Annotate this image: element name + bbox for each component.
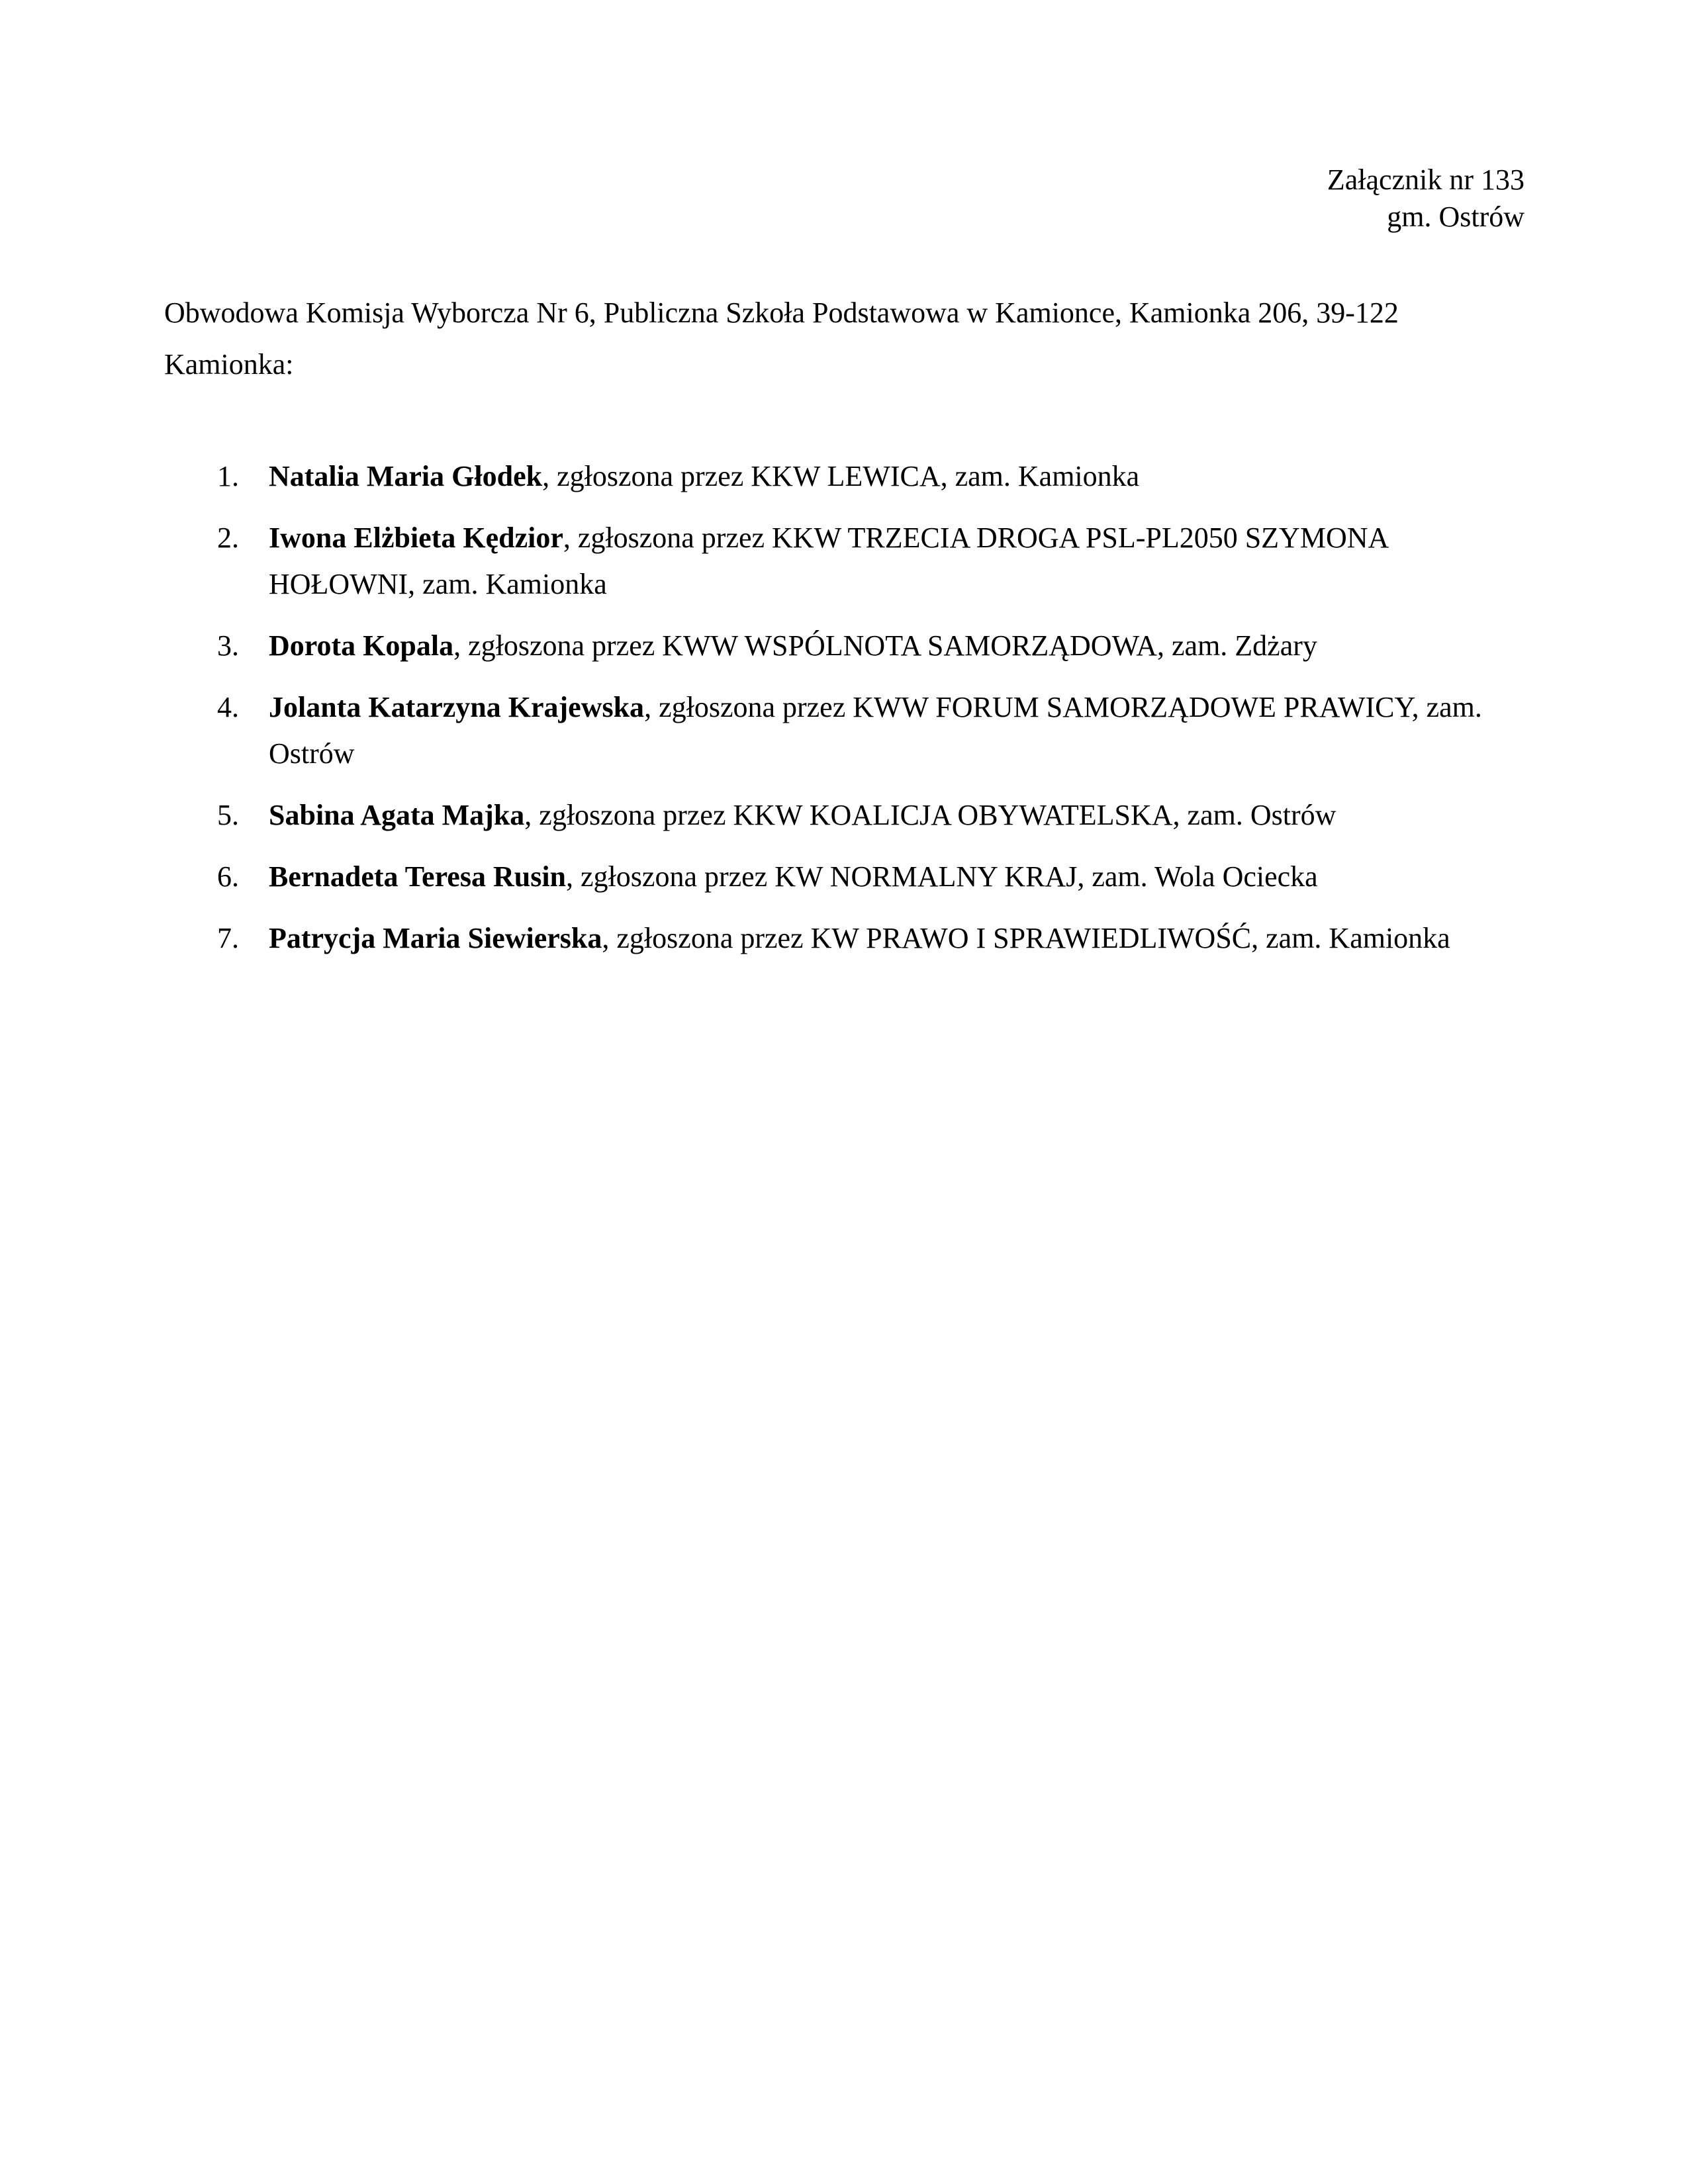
list-item-number: 6. (217, 860, 239, 893)
member-list (164, 453, 1524, 977)
attachment-header (1327, 161, 1524, 236)
list-item (164, 684, 1524, 777)
list-item-number: 2. (217, 522, 239, 554)
list-item (164, 915, 1524, 962)
list-item (164, 792, 1524, 839)
member-details: , zgłoszona przez KKW KOALICJA OBYWATELSKA, zam. Ostrów (524, 799, 1336, 831)
list-item-number: 7. (217, 922, 239, 954)
list-item (164, 453, 1524, 500)
member-details: , zgłoszona przez KWW FORUM SAMORZĄDOWE PRAWICY, zam. Ostrów (269, 691, 1482, 770)
member-name: Dorota Kopala (269, 629, 454, 662)
member-details: , zgłoszona przez KW NORMALNY KRAJ, zam. Wola Ociecka (566, 860, 1318, 893)
list-item (164, 515, 1524, 608)
member-name: Bernadeta Teresa Rusin (269, 860, 567, 893)
member-name: Sabina Agata Majka (269, 799, 525, 831)
municipality-label: gm. Ostrów (1387, 201, 1524, 233)
attachment-number: Załącznik nr 133 (1327, 163, 1524, 196)
list-item-number: 5. (217, 799, 239, 831)
member-name: Iwona Elżbieta Kędzior (269, 522, 563, 554)
list-item-number: 3. (217, 629, 239, 662)
member-details: , zgłoszona przez KKW TRZECIA DROGA PSL-PL2050 SZYMONA HOŁOWNI, zam. Kamionka (269, 522, 1387, 600)
member-details: , zgłoszona przez KKW LEWICA, zam. Kamionka (542, 460, 1140, 492)
member-name: Patrycja Maria Siewierska (269, 922, 602, 954)
list-item-number: 4. (217, 691, 239, 723)
list-item (164, 854, 1524, 900)
member-name: Natalia Maria Głodek (269, 460, 543, 492)
member-name: Jolanta Katarzyna Krajewska (269, 691, 645, 723)
committee-heading: Obwodowa Komisja Wyborcza Nr 6, Publiczna Szkoła Podstawowa w Kamionce, Kamionka 206, 39-122 Kamionka: (164, 296, 1399, 381)
list-item (164, 623, 1524, 669)
list-item-number: 1. (217, 460, 239, 492)
member-details: , zgłoszona przez KW PRAWO I SPRAWIEDLIWOŚĆ, zam. Kamionka (602, 922, 1450, 954)
member-details: , zgłoszona przez KWW WSPÓLNOTA SAMORZĄDOWA, zam. Zdżary (453, 629, 1317, 662)
